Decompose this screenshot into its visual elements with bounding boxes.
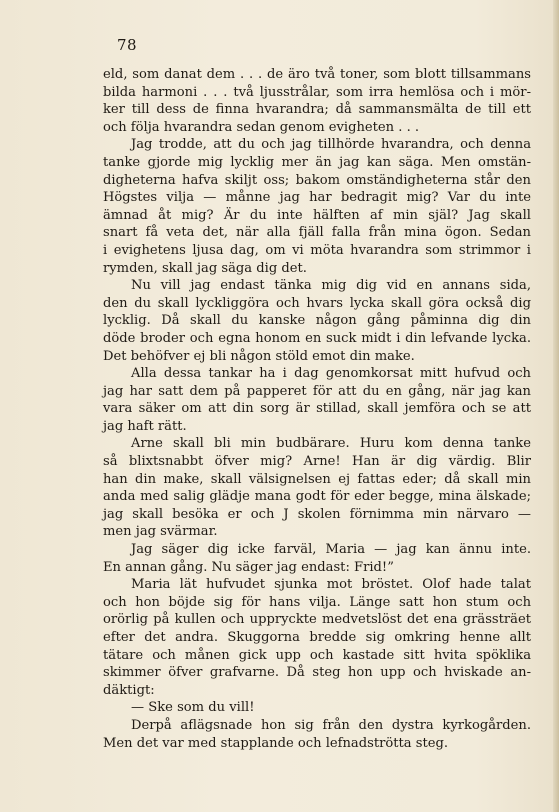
text-line: Alla dessa tankar ha i dag genomkorsat mitt hufvud och — [131, 366, 531, 382]
text-line: vara säker om att din sorg är stillad, skall jemföra och se att — [103, 401, 531, 417]
text-line: i evighetens ljusa dag, om vi möta hvarandra som strimmor i — [103, 242, 531, 258]
text-line: Det behöfver ej bli någon stöld emot din make. — [103, 348, 415, 364]
text-line: Jag säger dig icke farväl, Maria — jag kan ännu inte. — [131, 542, 531, 558]
text-line: Maria lät hufvudet sjunka mot bröstet. Olof hade talat — [131, 577, 531, 593]
text-line: tanke gjorde mig lycklig mer än jag kan säga. Men omstän- — [103, 154, 531, 170]
text-line: orörlig på kullen och uppryckte medvetslöst det ena grässträet — [103, 612, 531, 628]
text-line: men jag svärmar. — [103, 524, 218, 540]
text-line: och följa hvarandra sedan genom evigheten . . . — [103, 119, 420, 135]
text-line: anda med salig glädje mana godt för eder begge, mina älskade; — [103, 489, 531, 505]
text-line: skimmer öfver grafvarne. Då steg hon upp och hviskade an- — [103, 665, 531, 681]
text-line: tätare och månen gick upp och kastade sitt hvita spöklika — [103, 647, 531, 663]
text-line: Men det var med stapplande och lefnadströtta steg. — [103, 735, 449, 751]
text-line: jag haft rätt. — [103, 418, 187, 434]
text-line: digheterna hafva skiljt oss; bakom omständigheterna står den — [103, 172, 531, 188]
page-edge — [553, 0, 559, 812]
text-line: Nu vill jag endast tänka mig dig vid en annans sida, — [131, 278, 531, 294]
text-line: rymden, skall jag säga dig det. — [103, 260, 307, 276]
text-line: ämnad åt mig? Är du inte hälften af min själ? Jag skall — [103, 207, 531, 223]
page-number: 78 — [117, 36, 138, 54]
text-line: lycklig. Då skall du kanske någon gång påminna dig din — [103, 313, 531, 329]
text-line: bilda harmoni . . . två ljusstrålar, som irra hemlösa och i mör- — [103, 84, 531, 100]
text-line: jag har satt dem på papperet för att du en gång, när jag kan — [103, 383, 531, 399]
text-line: och hon böjde sig för hans vilja. Länge satt hon stum och — [103, 594, 531, 610]
text-line: Högstes vilja — månne jag har bedragit mig? Var du inte — [103, 190, 531, 206]
text-line: Arne skall bli min budbärare. Huru kom denna tanke — [131, 436, 531, 452]
text-line: efter det andra. Skuggorna bredde sig omkring henne allt — [103, 630, 531, 645]
text-line: Derpå aflägsnade hon sig från den dystra kyrkogården. — [131, 717, 531, 733]
text-line: eld, som danat dem . . . de äro två toner, som blott tillsammans — [103, 67, 531, 82]
text-line: han din make, skall välsignelsen ej fattas eder; då skall min — [103, 471, 531, 487]
text-line: den du skall lyckliggöra och hvars lycka skall göra också dig — [103, 295, 531, 311]
text-line: så blixtsnabbt öfver mig? Arne! Han är dig värdig. Blir — [103, 454, 531, 470]
text-line: En annan gång. Nu säger jag endast: Frid!” — [103, 559, 394, 575]
text-line: döde broder och egna honom en suck midt i din lefvande lycka. — [103, 330, 531, 346]
text-line: — Ske som du vill! — [131, 700, 255, 716]
text-line: Jag trodde, att du och jag tillhörde hvarandra, och denna — [131, 137, 531, 153]
text-line: ker till dess de finna hvarandra; då sammansmälta de till ett — [103, 102, 531, 118]
body-text — [103, 66, 531, 752]
text-line: jag skall besöka er och J skolen förnimma min närvaro — — [103, 506, 531, 522]
text-line: däktigt: — [103, 682, 155, 698]
text-line: snart få veta det, när alla fjäll falla från mina ögon. Sedan — [103, 225, 531, 241]
